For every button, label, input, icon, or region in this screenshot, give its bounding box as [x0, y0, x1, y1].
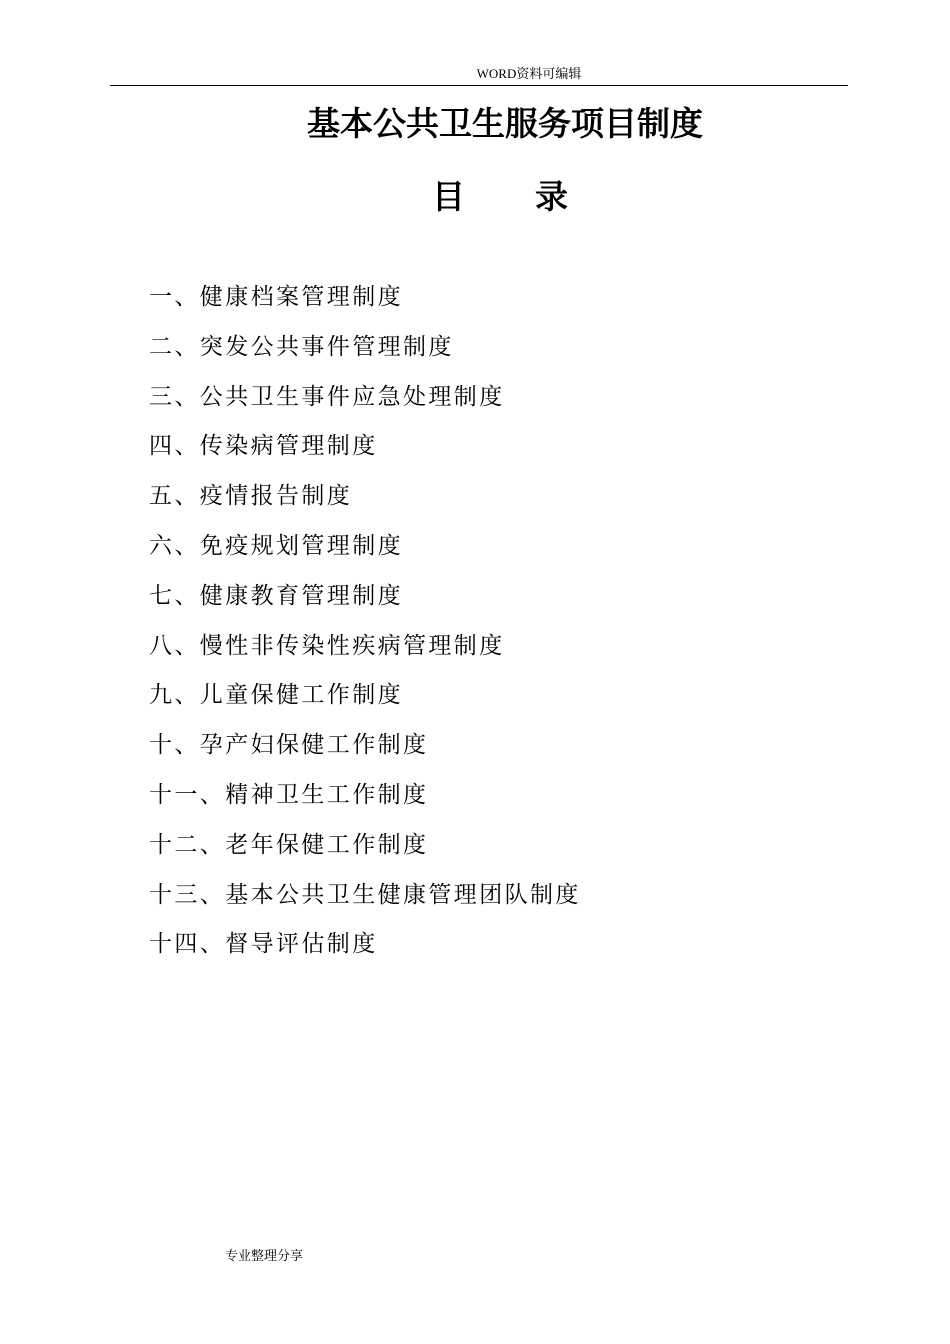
toc-item: 十、孕产妇保健工作制度 [149, 732, 429, 759]
toc-item: 十四、督导评估制度 [149, 931, 378, 958]
toc-item: 十三、基本公共卫生健康管理团队制度 [149, 881, 581, 908]
toc-item: 二、突发公共事件管理制度 [149, 333, 454, 360]
toc-item: 十二、老年保健工作制度 [149, 831, 429, 858]
toc-item: 六、免疫规划管理制度 [149, 532, 403, 559]
page-header: WORD资料可编辑 [476, 66, 582, 81]
toc-item: 三、公共卫生事件应急处理制度 [149, 383, 505, 410]
toc-item: 十一、精神卫生工作制度 [149, 781, 429, 808]
toc-item: 四、传染病管理制度 [149, 433, 378, 460]
toc-item: 七、健康教育管理制度 [149, 582, 403, 609]
toc-heading: 目录 [432, 177, 638, 216]
page-footer: 专业整理分享 [225, 1249, 304, 1264]
table-of-contents [149, 280, 581, 977]
toc-item: 九、儿童保健工作制度 [149, 682, 403, 709]
toc-item: 五、疫情报告制度 [149, 483, 353, 510]
toc-item: 八、慢性非传染性疾病管理制度 [149, 632, 505, 659]
document-title: 基本公共卫生服务项目制度 [307, 104, 703, 143]
header-divider [110, 85, 848, 86]
toc-item: 一、健康档案管理制度 [149, 284, 403, 310]
